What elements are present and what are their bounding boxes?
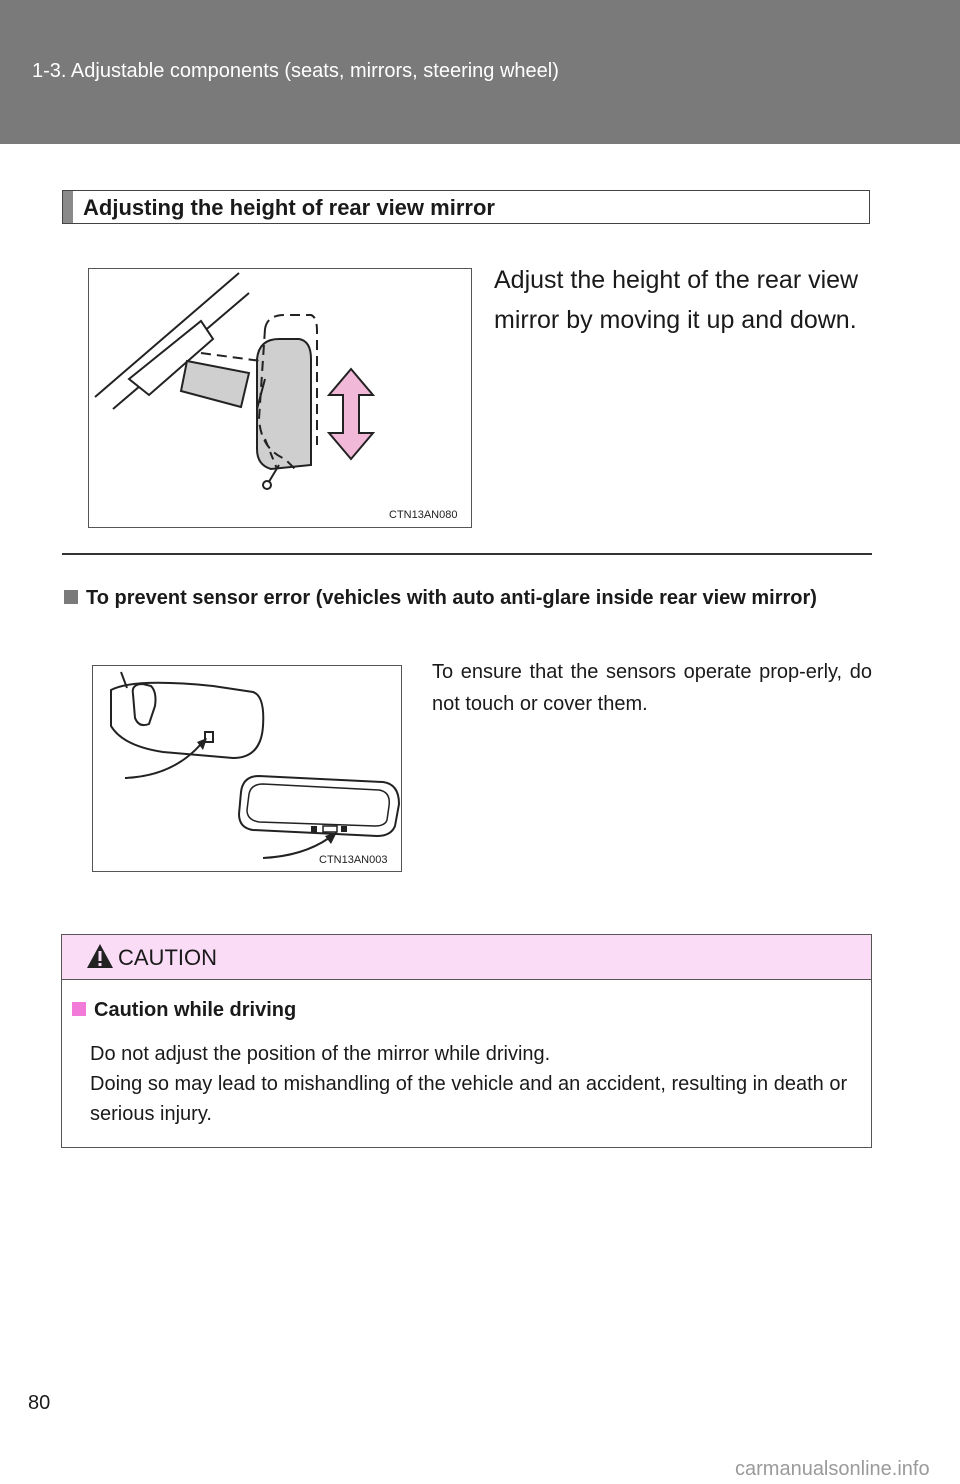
page-number: 80 [28,1392,51,1414]
figure-code: CTN13AN003 [319,854,388,866]
caution-line: Doing so may lead to mishandling of the vehicle and an accident, resulting in death or serious injury. [90,1073,848,1125]
section-heading [62,190,870,224]
sensor-figure [92,665,402,872]
figure-code: CTN13AN080 [389,509,458,521]
bullet-square-icon [72,1002,86,1016]
caution-label: CAUTION [118,945,217,970]
instruction-text: Adjust the height of the rear view mirror by moving it up and down. [494,266,859,334]
warning-triangle-icon [86,943,114,974]
caution-box [61,934,872,1148]
section-marker [63,191,73,223]
divider [62,553,872,555]
sensor-illustration [93,666,401,871]
caution-header [62,935,871,980]
breadcrumb: 1-3. Adjustable components (seats, mirrors, steering wheel) [32,60,559,82]
caution-line: Do not adjust the position of the mirror while driving. [90,1043,551,1065]
section-title: Adjusting the height of rear view mirror [83,195,495,220]
sensor-note: To ensure that the sensors operate prop-erly, do not touch or cover them. [432,661,872,715]
bullet-square-icon [64,590,78,604]
mirror-height-illustration [89,269,471,527]
mirror-height-figure [88,268,472,528]
caution-body [90,1039,860,1129]
caution-subheading [72,999,296,1022]
subsection-heading [64,583,864,613]
caution-subtitle: Caution while driving [94,999,297,1021]
header-band [0,0,960,144]
subsection-title: To prevent sensor error (vehicles with auto anti-glare inside rear view mirror) [86,587,817,609]
watermark: carmanualsonline.info [735,1458,930,1480]
